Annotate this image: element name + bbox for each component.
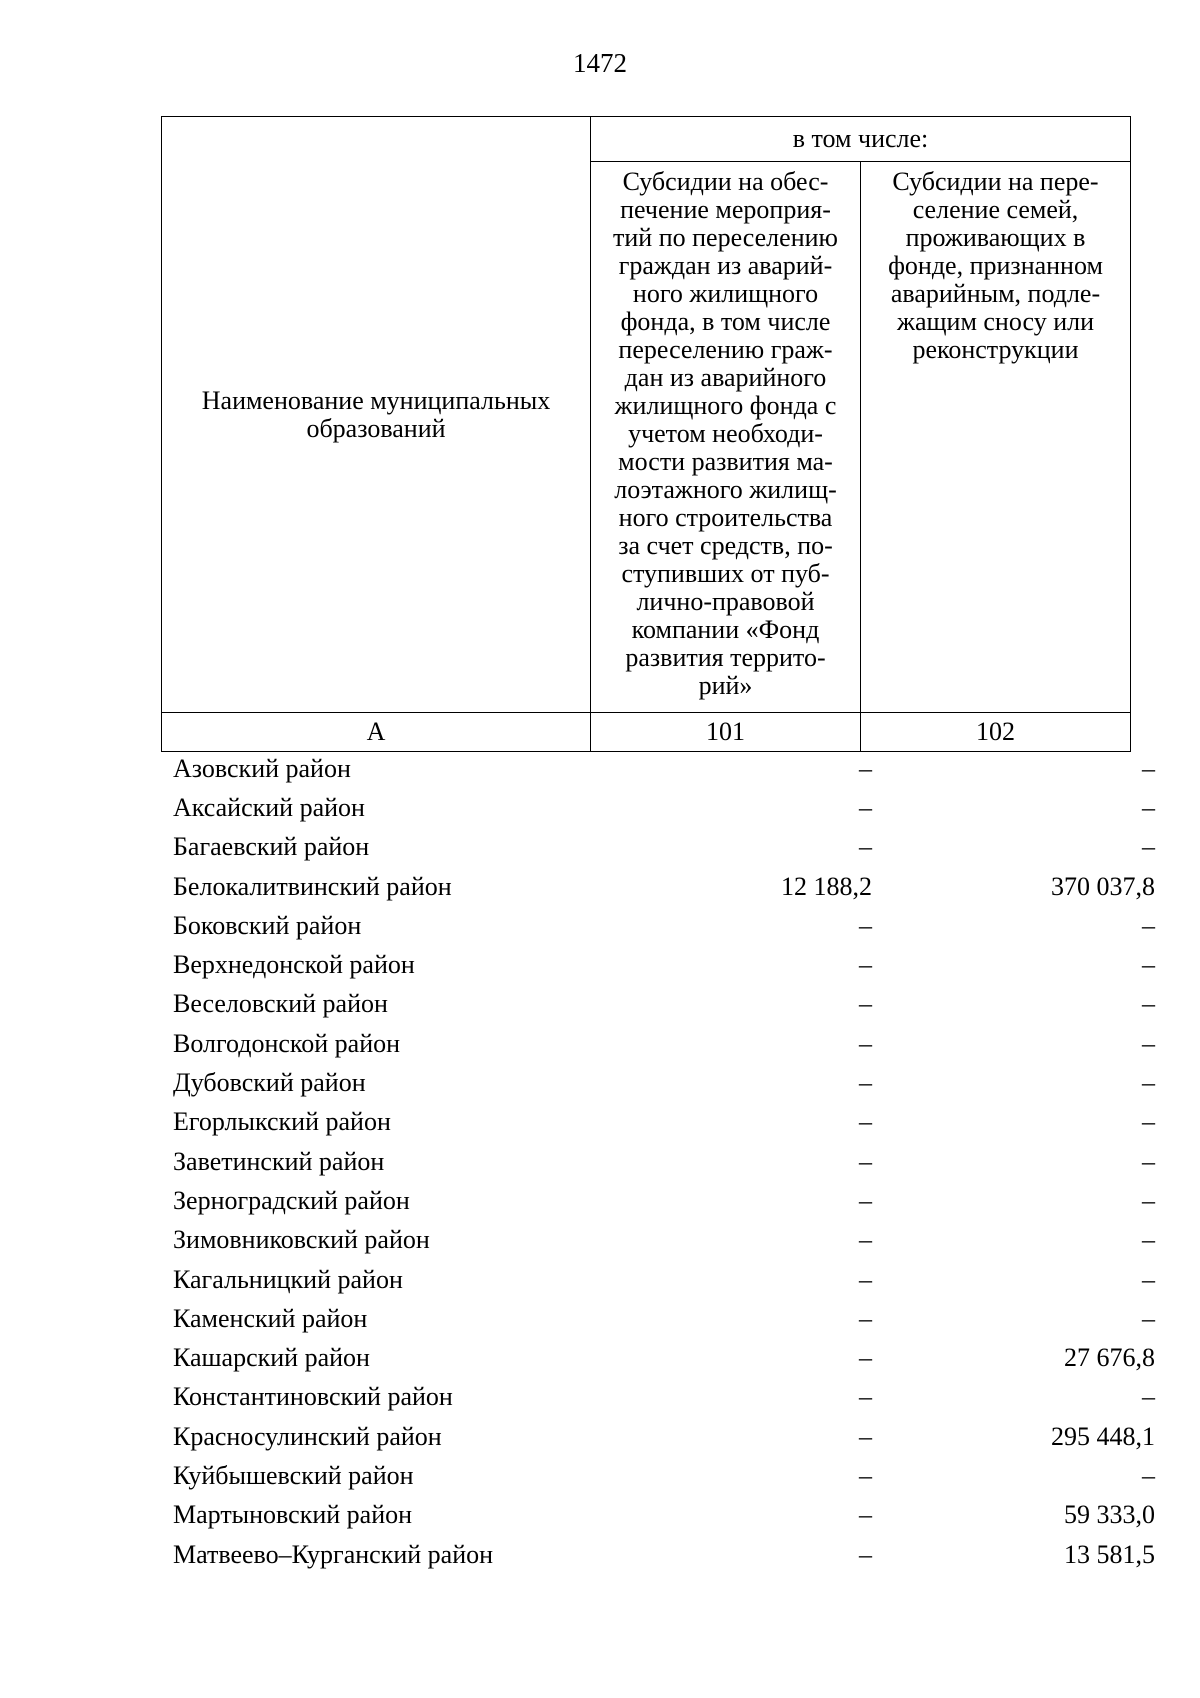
value-102: – bbox=[1142, 950, 1155, 980]
municipality-name: Дубовский район bbox=[173, 1068, 366, 1098]
municipality-name: Егорлыкский район bbox=[173, 1107, 391, 1137]
value-101: – bbox=[859, 753, 872, 783]
data-table bbox=[161, 749, 1167, 1574]
value-102: 13 581,5 bbox=[1064, 1539, 1155, 1569]
value-101: – bbox=[859, 1539, 872, 1569]
table-row bbox=[161, 1496, 1167, 1535]
header-subsidy2-line: селение семей, bbox=[912, 195, 1079, 224]
value-102: 27 676,8 bbox=[1064, 1343, 1155, 1373]
value-101: – bbox=[859, 1460, 872, 1490]
header-subsidy1-line: граждан из аварий- bbox=[618, 251, 833, 280]
value-102: – bbox=[1142, 832, 1155, 862]
header-subsidy1-line: компании «Фонд bbox=[631, 615, 820, 644]
table-row bbox=[161, 1260, 1167, 1299]
table-row bbox=[161, 945, 1167, 984]
municipality-name: Белокалитвинский район bbox=[173, 871, 452, 901]
municipality-name: Матвеево–Курганский район bbox=[173, 1539, 494, 1569]
header-subsidy1-line: за счет средств, по- bbox=[618, 531, 833, 560]
value-102: – bbox=[1142, 989, 1155, 1019]
table-row bbox=[161, 1338, 1167, 1377]
value-102: – bbox=[1142, 1185, 1155, 1215]
table-row bbox=[161, 1417, 1167, 1456]
municipality-name: Верхнедонской район bbox=[173, 950, 415, 980]
table-row bbox=[161, 985, 1167, 1024]
header-name-label: Наименование муниципальных образований bbox=[201, 385, 551, 443]
municipality-name: Боковский район bbox=[173, 910, 362, 940]
header-subsidy2-line: Субсидии на пере- bbox=[892, 167, 1099, 196]
header-subsidy1-line: ного строительства bbox=[618, 503, 833, 532]
value-101: – bbox=[859, 832, 872, 862]
header-group: в том числе: bbox=[591, 117, 1131, 162]
municipality-name: Куйбышевский район bbox=[173, 1460, 414, 1490]
header-index-101: 101 bbox=[591, 713, 861, 752]
value-101: – bbox=[859, 1303, 872, 1333]
value-102: – bbox=[1142, 1460, 1155, 1490]
header-name-column bbox=[162, 117, 591, 713]
header-subsidy1-line: ного жилищного bbox=[632, 279, 819, 308]
value-101: – bbox=[859, 1146, 872, 1176]
table-row bbox=[161, 867, 1167, 906]
header-index-a: А bbox=[162, 713, 591, 752]
municipality-name: Волгодонской район bbox=[173, 1028, 401, 1058]
header-subsidy2-line: реконструкции bbox=[912, 335, 1079, 364]
value-102: 295 448,1 bbox=[1051, 1421, 1155, 1451]
table-row bbox=[161, 1535, 1167, 1574]
table-row bbox=[161, 1221, 1167, 1260]
value-101: – bbox=[859, 1225, 872, 1255]
header-subsidy1-line: развития террито- bbox=[625, 643, 826, 672]
header-subsidy1-line: мости развития ма- bbox=[618, 447, 833, 476]
header-subsidy1-line: рий» bbox=[698, 671, 753, 700]
value-101: – bbox=[859, 792, 872, 822]
header-subsidy-1 bbox=[591, 162, 861, 713]
table-header bbox=[161, 116, 1131, 752]
municipality-name: Красносулинский район bbox=[173, 1421, 442, 1451]
header-subsidy1-line: фонда, в том числе bbox=[620, 307, 831, 336]
table-row bbox=[161, 828, 1167, 867]
value-101: 12 188,2 bbox=[781, 871, 872, 901]
value-102: 370 037,8 bbox=[1051, 871, 1155, 901]
municipality-name: Азовский район bbox=[173, 753, 351, 783]
value-102: – bbox=[1142, 1068, 1155, 1098]
value-101: – bbox=[859, 989, 872, 1019]
value-101: – bbox=[859, 1185, 872, 1215]
table-row bbox=[161, 1024, 1167, 1063]
value-101: – bbox=[859, 1382, 872, 1412]
value-102: – bbox=[1142, 753, 1155, 783]
value-101: – bbox=[859, 1028, 872, 1058]
table-row bbox=[161, 1456, 1167, 1495]
header-subsidy1-line: жилищного фонда с bbox=[614, 391, 837, 420]
table-row bbox=[161, 749, 1167, 788]
table-row bbox=[161, 1063, 1167, 1102]
table-row bbox=[161, 1142, 1167, 1181]
value-102: – bbox=[1142, 1225, 1155, 1255]
header-subsidy1-line: дан из аварийного bbox=[624, 363, 827, 392]
municipality-name: Зимовниковский район bbox=[173, 1225, 430, 1255]
municipality-name: Веселовский район bbox=[173, 989, 388, 1019]
header-subsidy-2 bbox=[861, 162, 1131, 713]
data-table-body bbox=[161, 749, 1167, 1574]
value-101: – bbox=[859, 1500, 872, 1530]
value-101: – bbox=[859, 950, 872, 980]
value-102: – bbox=[1142, 1028, 1155, 1058]
header-subsidy2-line: аварийным, подле- bbox=[890, 279, 1101, 308]
header-index-102: 102 bbox=[861, 713, 1131, 752]
table-row bbox=[161, 1181, 1167, 1220]
header-subsidy1-line: Субсидии на обес- bbox=[622, 167, 829, 196]
header-subsidy1-line: печение мероприя- bbox=[620, 195, 831, 224]
table-row bbox=[161, 1378, 1167, 1417]
value-101: – bbox=[859, 1107, 872, 1137]
header-subsidy1-line: тий по переселению bbox=[613, 223, 838, 252]
value-101: – bbox=[859, 1421, 872, 1451]
header-subsidy2-line: фонде, признанном bbox=[888, 251, 1103, 280]
header-subsidy-1-text bbox=[591, 166, 860, 700]
value-102: – bbox=[1142, 1264, 1155, 1294]
table-row bbox=[161, 1103, 1167, 1142]
municipality-name: Багаевский район bbox=[173, 832, 370, 862]
value-102: – bbox=[1142, 1107, 1155, 1137]
value-102: – bbox=[1142, 1303, 1155, 1333]
value-101: – bbox=[859, 1264, 872, 1294]
value-102: – bbox=[1142, 910, 1155, 940]
header-subsidy1-line: учетом необходи- bbox=[628, 419, 823, 448]
value-101: – bbox=[859, 1343, 872, 1373]
municipality-name: Кашарский район bbox=[173, 1343, 370, 1373]
value-102: – bbox=[1142, 792, 1155, 822]
table-row bbox=[161, 788, 1167, 827]
table-row bbox=[161, 906, 1167, 945]
page-number: 1472 bbox=[573, 48, 627, 78]
municipality-name: Кагальницкий район bbox=[173, 1264, 403, 1294]
header-subsidy1-line: ступивших от пуб- bbox=[621, 559, 830, 588]
municipality-name: Каменский район bbox=[173, 1303, 368, 1333]
header-subsidy1-line: лично-правовой bbox=[636, 587, 815, 616]
value-102: 59 333,0 bbox=[1064, 1500, 1155, 1530]
header-subsidy1-line: переселению граж- bbox=[618, 335, 833, 364]
value-101: – bbox=[859, 1068, 872, 1098]
header-subsidy-2-text bbox=[861, 166, 1130, 364]
municipality-name: Мартыновский район bbox=[173, 1500, 413, 1530]
municipality-name: Заветинский район bbox=[173, 1146, 385, 1176]
header-subsidy2-line: жащим сносу или bbox=[897, 307, 1094, 336]
value-102: – bbox=[1142, 1146, 1155, 1176]
municipality-name: Аксайский район bbox=[173, 792, 365, 822]
municipality-name: Зерноградский район bbox=[173, 1185, 410, 1215]
municipality-name: Константиновский район bbox=[173, 1382, 453, 1412]
value-102: – bbox=[1142, 1382, 1155, 1412]
header-subsidy1-line: лоэтажного жилищ- bbox=[614, 475, 837, 504]
header-subsidy2-line: проживающих в bbox=[905, 223, 1086, 252]
table-row bbox=[161, 1299, 1167, 1338]
value-101: – bbox=[859, 910, 872, 940]
